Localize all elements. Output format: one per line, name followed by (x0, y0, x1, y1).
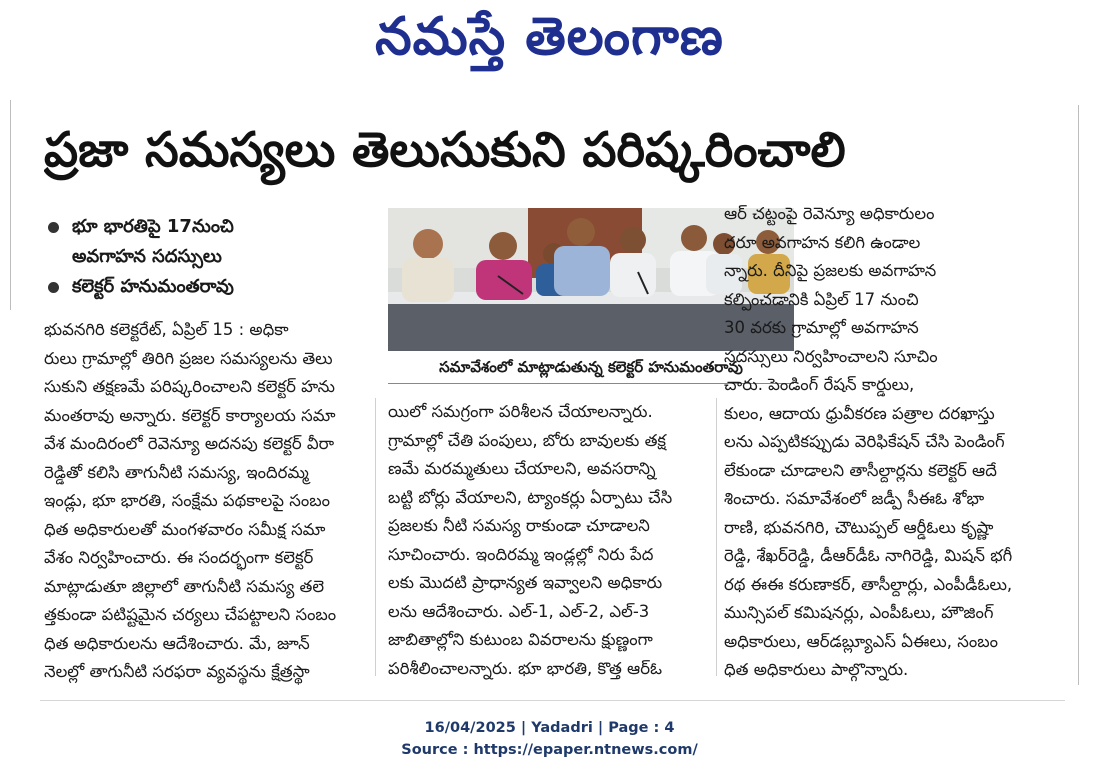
text-line: రులు గ్రామాల్లో తిరిగి ప్రజల సమస్యలను తెలు (44, 348, 333, 368)
left-divider (10, 100, 11, 310)
text-line: మంతరావు అన్నారు. కలెక్టర్ కార్యాలయ సమా (44, 405, 336, 425)
text-line: 30 వరకు గ్రామాల్లో అవగాహన (724, 318, 919, 337)
text-line: చారు. పెండింగ్ రేషన్ కార్డులు, (724, 375, 915, 394)
article-column-2 (388, 398, 710, 683)
text-line: లను ఎప్పటికప్పుడు వెరిఫికేషన్ చేసి పెండింగ్ (724, 432, 1005, 451)
text-line: దరూ అవగాహన కలిగి ఉండాల (724, 232, 921, 252)
footer-divider (40, 700, 1065, 701)
text-line: న్నారు. దీనిపై ప్రజలకు అవగాహన (724, 261, 937, 280)
text-line: కులం, ఆదాయ ధ్రువీకరణ పత్రాల దరఖాస్తు (724, 403, 995, 423)
text-line: నెలల్లో తాగునీటి సరఫరా వ్యవస్థను క్షేత్రస్థా (44, 662, 310, 681)
bullet-item (44, 212, 374, 242)
text-line: బట్టి బోర్లు వేయాలని, ట్యాంకర్లు ఏర్పాటు చేసి (388, 487, 673, 507)
page-footer (0, 717, 1099, 761)
highlight-bullets (44, 212, 374, 302)
text-line: మాట్లాడుతూ జిల్లాలో తాగునీటి సమస్య తలె (44, 576, 325, 596)
text-line: రెడ్డితో కలిసి తాగునీటి సమస్య, ఇందిరమ్మ (44, 462, 309, 482)
text-line: వేశ మందిరంలో రెవెన్యూ అదనపు కలెక్టర్ వీరా (44, 434, 335, 453)
article-column-1 (44, 316, 362, 687)
text-line: ఇండ్లు, భూ భారతి, సంక్షేమ పథకాలపై సంబం (44, 491, 330, 510)
text-line: ధిత అధికారులను ఆదేశించారు. మే, జూన్ (44, 633, 310, 653)
newspaper-logo: నమస్తే తెలంగాణ (375, 6, 724, 67)
text-line: లను ఆదేశించారు. ఎల్-1, ఎల్-2, ఎల్-3 (388, 601, 650, 621)
text-line: యిలో సమగ్రంగా పరిశీలన చేయాలన్నారు. (388, 402, 653, 421)
text-line: జాబితాల్లోని కుటుంబ వివరాలను క్షుణ్ణంగా (388, 630, 653, 649)
text-line: శించారు. సమావేశంలో జడ్పీ సీఈఓ శోభా (724, 489, 985, 508)
text-line: కల్పించడానికి ఏప్రిల్ 17 నుంచి (724, 289, 919, 309)
masthead (0, 0, 1099, 78)
text-line: లేకుండా చూడాలని తాసీల్దార్లను కలెక్టర్ ఆదే (724, 460, 997, 480)
article-headline: ప్రజా సమస్యలు తెలుసుకుని పరిష్కరించాలి (44, 122, 846, 178)
photo-caption: సమావేశంలో మాట్లాడుతున్న కలెక్టర్ హనుమంతరావు (388, 351, 794, 384)
footer-source-link[interactable]: Source : https://epaper.ntnews.com/ (401, 742, 698, 758)
article-column-3 (724, 200, 1054, 685)
text-line: త్తకుండా పటిష్టమైన చర్యలు చేపట్టాలని సంబం (44, 605, 337, 624)
text-line: ఆర్ చట్టంపై రెవెన్యూ అధికారులం (724, 204, 935, 223)
text-line: గ్రామాల్లో చేతి పంపులు, బోరు బావులకు తక్ష (388, 430, 667, 450)
text-line: వేశం నిర్వహించారు. ఈ సందర్భంగా కలెక్టర్ (44, 548, 314, 567)
text-line: సుకుని తక్షణమే పరిష్కరించాలని కలెక్టర్ హను (44, 377, 335, 396)
text-line: అధికారులు, ఆర్‌డబ్ల్యూఎస్ ఏఈలు, సంబం (724, 631, 998, 651)
bullet-item-continued (44, 242, 374, 272)
bullet-dot-icon (48, 222, 59, 233)
text-line: రథ ఈఈ కరుణాకర్, తాసీల్దార్లు, ఎంపీడీఓలు, (724, 574, 1013, 594)
column-divider (716, 398, 717, 676)
text-line: రాణి, భువనగిరి, చౌటుప్పల్ ఆర్డీఓలు కృష్ణా (724, 517, 994, 537)
bullet-text: భూ భారతిపై 17నుంచి (72, 216, 234, 237)
text-line: ప్రజలకు నీటి సమస్య రాకుండా చూడాలని (388, 516, 650, 535)
text-line: ధిత అధికారులతో మంగళవారం సమీక్ష సమా (44, 519, 326, 539)
text-line: ణమే మరమ్మతులు చేయాలని, అవసరాన్ని (388, 459, 656, 478)
text-line: మున్సిపల్ కమిషనర్లు, ఎంపీఓలు, హౌజింగ్ (724, 603, 994, 622)
text-line: ధిత అధికారులు పాల్గొన్నారు. (724, 660, 909, 679)
text-line: సూచించారు. ఇందిరమ్మ ఇండ్లల్లో నిరు పేద (388, 544, 654, 564)
bullet-dot-icon (48, 282, 59, 293)
text-line: లకు మొదటి ప్రాధాన్యత ఇవ్వాలని అధికారు (388, 573, 663, 592)
footer-date-edition: 16/04/2025 | Yadadri | Page : 4 (424, 720, 675, 736)
bullet-text: అవగాహన సదస్సులు (72, 246, 222, 267)
text-line: సదస్సులు నిర్వహించాలని సూచిం (724, 346, 938, 366)
text-line: పరిశీలించాలన్నారు. భూ భారతి, కొత్త ఆర్ఓ (388, 658, 663, 678)
bullet-item (44, 272, 374, 302)
column-divider (375, 398, 376, 676)
text-line: రెడ్డి, శేఖర్‌రెడ్డి, డీఆర్‌డీఓ నాగిరెడ్డి, మిషన్ భగీ (724, 546, 1013, 565)
text-line: భువనగిరి కలెక్టరేట్, ఏప్రిల్ 15 : అధికా (44, 320, 289, 339)
bullet-text: కలెక్టర్ హనుమంతరావు (72, 276, 234, 297)
right-divider (1078, 105, 1079, 685)
